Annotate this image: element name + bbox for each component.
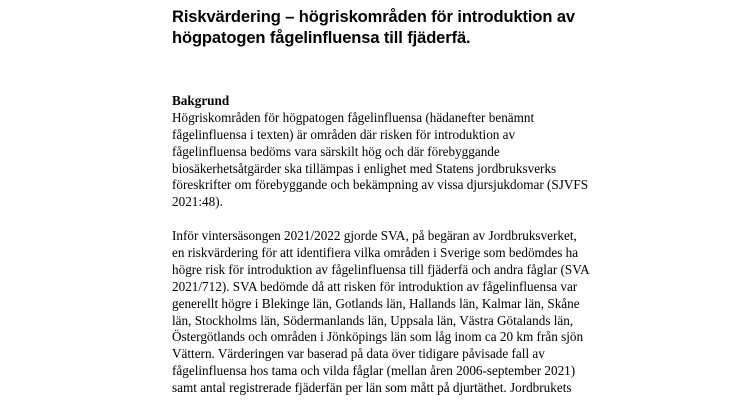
document-title: [172, 7, 672, 49]
paragraph-2: [172, 228, 732, 397]
paragraph-line: län, Stockholms län, Södermanlands län, Uppsala län, Västra Götalands län,: [172, 312, 574, 328]
section-heading-bakgrund: Bakgrund: [172, 93, 230, 108]
paragraph-line: 2021/712). SVA bedömde då att risken för introduktion av fågelinfluensa var: [172, 278, 578, 294]
title-line-1: Riskvärdering – högriskområden för introduktion av: [172, 8, 575, 26]
paragraph-line: biosäkerhetsåtgärder ska tillämpas i enlighet med Statens jordbruksverks: [172, 160, 557, 176]
paragraph-line: fågelinfluensa i texten) är områden där risken för introduktion av: [172, 126, 516, 142]
document-body: [172, 93, 732, 397]
paragraph-line: generellt högre i Blekinge län, Gotlands län, Hallands län, Kalmar län, Skåne: [172, 295, 580, 311]
paragraph-spacer: [172, 211, 732, 228]
paragraph-line: Vättern. Värderingen var baserad på data över tidigare påvisade fall av: [172, 346, 545, 362]
paragraph-line: högre risk för introduktion av fågelinfluensa till fjäderfä och andra fåglar (SVA: [172, 261, 590, 277]
title-line-2: högpatogen fågelinfluensa till fjäderfä.: [172, 29, 471, 47]
paragraph-line: samt antal registrerade fjäderfän per län som mått på djurtäthet. Jordbrukets: [172, 380, 572, 396]
paragraph-line: Östergötlands och områden i Jönköpings län som låg inom ca 20 km från sjön: [172, 329, 584, 345]
paragraph-line: fågelinfluensa bedöms vara särskilt hög och där förebyggande: [172, 143, 500, 159]
paragraph-line: 2021:48).: [172, 194, 223, 210]
paragraph-line: Högriskområden för högpatogen fågelinfluensa (hädanefter benämnt: [172, 109, 535, 125]
paragraph-1: [172, 110, 732, 211]
paragraph-line: föreskrifter om förebyggande och bekämpning av vissa djursjukdomar (SJVFS: [172, 177, 589, 193]
paragraph-line: fågelinfluensa hos tama och vilda fåglar (mellan åren 2006-september 2021): [172, 363, 576, 379]
paragraph-line: Inför vintersäsongen 2021/2022 gjorde SVA, på begäran av Jordbruksverket,: [172, 228, 577, 244]
paragraph-line: en riskvärdering för att identifiera vilka områden i Sverige som bedömdes ha: [172, 245, 579, 261]
